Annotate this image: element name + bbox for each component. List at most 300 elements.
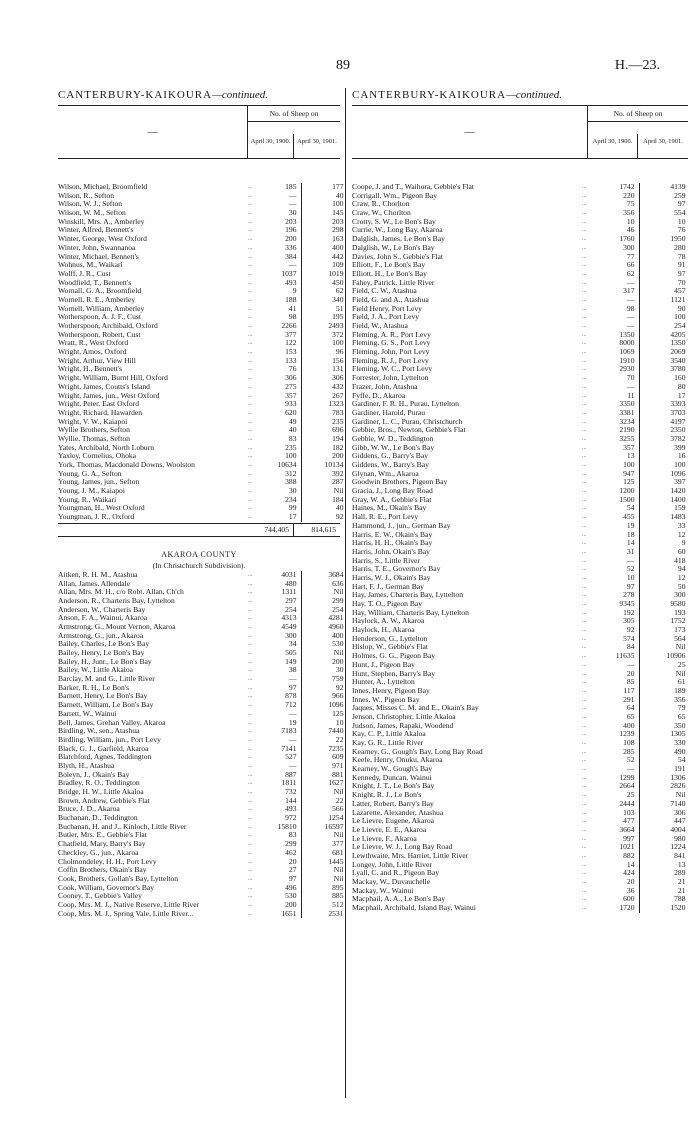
owner-name: Hunter, A., Lyttelton [352,677,415,687]
sheep-1900: 377 [256,331,302,340]
total-1900: 744,405 [248,524,294,536]
owner-name: Le Lievre, E. E., Akaroa [352,824,427,834]
leader-dots: ... [248,470,253,477]
owner-name: Innes, W., Pigeon Bay [352,694,420,704]
leader-dots: ... [582,444,587,451]
leader-dots: ... [582,627,587,634]
sheep-1900: 31 [590,548,640,557]
sheep-1901: 1096 [670,468,686,478]
table-row [58,512,344,522]
sheep-1900: 2190 [590,426,640,435]
owner-name: Le Lievre, Eugene, Akaroa [352,816,435,826]
sheep-1901: 62 [335,286,344,296]
leader-dots: ... [582,314,587,321]
sheep-1901: 91 [677,260,686,270]
sheep-1901: 254 [674,321,686,330]
leader-dots: ... [248,236,253,243]
sheep-1900: 27 [256,866,302,875]
owner-name: Hart, F. J., German Bay [352,581,424,591]
leader-dots: ... [582,296,587,303]
sheep-1901: 2069 [670,347,686,357]
sheep-1901: 895 [332,882,344,892]
leader-dots: ... [582,844,587,851]
owner-name: Wright, Richard, Hawarden [58,407,143,417]
owner-name: Wornell, William, Amberley [58,303,145,313]
owner-name: Field, W., Atashua [352,321,408,330]
leader-dots: ... [248,736,253,743]
sheep-1901: 377 [332,839,344,849]
owner-name: Wohnus, M., Waikari [58,260,123,270]
leader-dots: ... [582,852,587,859]
sheep-1900: 1311 [256,588,302,597]
sheep-1900: 317 [590,287,640,296]
leader-dots: ... [582,548,587,555]
leader-dots: ... [582,566,587,573]
owner-name: Gebbie, Bros., Newton, Gebbie's Flat [352,425,466,435]
sheep-1901: 79 [677,703,686,713]
leader-dots: ... [582,670,587,677]
sheep-1901: 21 [677,877,686,886]
leader-dots: ... [248,858,253,865]
owner-name: Winter, Michael, Bennett's [58,251,139,261]
owner-name: Woodfield, T., Bennett's [58,277,132,287]
leader-dots: ... [248,901,253,908]
sheep-1901: 372 [332,329,344,339]
leader-dots: ... [582,896,587,903]
leader-dots: ... [248,867,253,874]
sheep-1901: 4205 [670,329,686,339]
owner-name: Anderson, R., Charteris Bay, Lyttelton [58,595,175,605]
sheep-1900: 25 [590,791,640,800]
leader-dots: ... [582,496,587,503]
sheep-1901: 160 [674,373,686,383]
owner-name: Fleming, A. R., Port Levy [352,329,431,339]
leader-dots: ... [582,696,587,703]
sheep-1901: 195 [332,312,344,322]
owner-name: Giddens, W., Barry's Bay [352,460,429,469]
leader-dots: ... [582,514,587,521]
sheep-1901: 299 [332,595,344,605]
leader-dots: ... [582,288,587,295]
leader-dots: ... [582,557,587,564]
sheep-1901: 159 [674,503,686,513]
owner-name: Blatchford, Agnes, Teddington [58,752,152,762]
sheep-1900: 18 [590,531,640,540]
leader-dots: ... [582,184,587,190]
leader-dots: ... [248,797,253,804]
leader-dots: ... [248,331,253,338]
leader-dots: ... [248,435,253,442]
sheep-1901: 10906 [666,651,686,661]
leader-dots: ... [248,375,253,382]
owner-name: Cooney, T., Gebbie's Valley [58,891,142,901]
leader-dots: ... [582,305,587,312]
leader-dots: ... [582,618,587,625]
sheep-1901: 432 [332,381,344,391]
sheep-1900: 496 [256,884,302,893]
sheep-1901: 783 [332,407,344,417]
sheep-1901: 696 [332,425,344,435]
sheep-1900: 100 [256,452,302,461]
leader-dots: ... [248,571,253,578]
sheep-1900: 2444 [590,800,640,809]
owner-name: Cholmondeley, H. H., Port Levy [58,856,157,866]
leader-dots: ... [582,357,587,364]
leader-dots: ... [582,713,587,720]
owner-name: Wright, Arthur, View Hill [58,355,136,365]
sheep-1901: 21 [677,885,686,895]
owner-name: Craw, R., Chorlton [352,199,410,209]
sheep-1900: 11635 [590,652,640,661]
sheep-1900: 493 [256,279,302,288]
sheep-1901: 259 [674,190,686,200]
sheep-1900: 2664 [590,782,640,791]
header-sheep: No. of Sheep on [588,106,688,122]
owner-name: Wilson, W. J., Sefton [58,199,123,209]
owner-name: Harris, S., Little River [352,555,420,565]
sheep-1900: 462 [256,849,302,858]
owner-name: Lyall, C. and R., Pigeon Bay [352,868,440,878]
leader-dots: ... [582,470,587,477]
sheep-1901: 1096 [328,700,344,710]
sheep-1901: 980 [674,833,686,843]
sheep-1900: 933 [256,400,302,409]
sheep-1900: 1760 [590,235,640,244]
owner-name: Hunt, J., Pigeon Bay [352,659,415,669]
sheep-1900: 52 [590,565,640,574]
owner-name: Boleyn, J., Okain's Bay [58,769,130,779]
header-dash: — [352,106,588,158]
owner-name: Yates, Archibald, North Loburn [58,442,155,452]
table-row [58,908,344,919]
sheep-1900: — [590,765,640,774]
sheep-1900: 3255 [590,435,640,444]
leader-dots: ... [248,710,253,717]
sheep-1900: 620 [256,409,302,418]
sheep-1900: 19 [256,719,302,728]
sheep-1900: 200 [256,901,302,910]
sheep-1901: Nil [333,787,344,796]
owner-name: Barclay, M. and G., Little River [58,674,155,684]
sheep-1901: 97 [677,268,686,278]
sheep-1900: 947 [590,470,640,479]
sheep-1901: 356 [674,694,686,704]
sheep-1901: 564 [674,633,686,643]
owner-name: Corrigall, Wm., Pigeon Bay [352,190,438,200]
sheep-1901: 450 [332,277,344,287]
sheep-1901: 788 [674,894,686,904]
owner-name: Young, R., Waikari [58,494,117,504]
sheep-1901: 4281 [328,613,344,623]
leader-dots: ... [248,641,253,648]
sheep-1900: 1037 [256,270,302,279]
sheep-1900: 97 [590,583,640,592]
sheep-1900: 203 [256,218,302,227]
sheep-1901: 60 [677,546,686,556]
owner-name: Glynan, Wm., Akaroa [352,468,419,478]
owner-name: Field Henry, Port Levy [352,303,422,313]
sheep-1900: 117 [590,687,640,696]
sheep-1901: 1445 [328,856,344,866]
sheep-1900: 7183 [256,727,302,736]
sheep-1901: 1305 [670,729,686,739]
sheep-1901: 3782 [670,433,686,443]
leader-dots: ... [582,574,587,581]
left-column [58,88,344,918]
sheep-1900: 493 [256,805,302,814]
leader-dots: ... [248,279,253,286]
leader-dots: ... [582,227,587,234]
sheep-1901: 80 [677,381,686,391]
sheep-1901: 12 [677,529,686,539]
owner-name: Davies, John S., Gebbie's Flat [352,251,444,261]
owner-name: Mackay, W., Wainui [352,885,414,895]
owner-name: York, Thomas, Macdonald Downs, Woolston [58,460,195,469]
sheep-1901: 109 [332,260,344,270]
owner-name: Yaxley, Cornelius, Ohoka [58,451,137,461]
sheep-1901: 100 [674,312,686,322]
sheep-1900: 357 [256,392,302,401]
sheep-1901: 2493 [328,321,344,330]
owner-name: Anson, F. A., Wainui, Akaroa [58,613,148,623]
owner-name: Bailey, Charles, Le Bon's Bay [58,639,150,649]
leader-dots: ... [582,279,587,286]
sheep-1901: 298 [332,225,344,235]
sheep-1901: Nil [333,873,344,883]
sheep-1900: — [256,261,302,270]
sheep-1900: 14 [590,861,640,870]
leader-dots: ... [248,210,253,217]
leader-dots: ... [248,323,253,329]
leader-dots: ... [248,650,253,656]
sheep-1900: 46 [590,226,640,235]
sheep-1901: 50 [677,581,686,591]
sheep-1900: 388 [256,478,302,487]
sheep-1900: 3664 [590,826,640,835]
header-dash: — [58,106,248,158]
leader-dots: ... [248,615,253,622]
leader-dots: ... [248,418,253,425]
sheep-1900: 3234 [590,418,640,427]
sheep-1901: 94 [677,564,686,574]
sheep-1900: 34 [256,640,302,649]
leader-dots: ... [248,910,253,917]
sheep-1901: 447 [674,816,686,826]
sheep-1900: 285 [590,748,640,757]
leader-dots: ... [248,606,253,613]
owner-name: Haylock, H., Akaroa [352,625,415,635]
owner-name: Winter, George, West Oxford [58,234,147,244]
sheep-1901: 1520 [670,903,686,913]
leader-dots: ... [248,262,253,269]
owner-name: Harris, John, Okain's Bay [352,546,430,556]
leader-dots: ... [582,818,587,825]
owner-name: Field, J. A., Port Levy [352,312,420,322]
owner-name: Gardiner, F. R. H., Purau, Lyttelton [352,399,459,409]
owner-name: Birdling, W., sen., Atashua [58,726,140,736]
leader-dots: ... [248,875,253,882]
owner-name: Harris, W. J., Okain's Bay [352,572,431,582]
owner-name: Wotherspoon, Robert, Cust [58,329,141,339]
owner-name: Barnett, Henry, Le Bon's Bay [58,691,148,701]
sheep-1901: 200 [332,451,344,461]
sheep-1900: 1069 [590,348,640,357]
sheep-1900: 882 [590,852,640,861]
leader-dots: ... [582,540,587,547]
sheep-1901: 78 [677,251,686,261]
owner-name: Lazarette, Alexander, Atashua [352,807,444,817]
owner-name: Wright, James, Coutts's Island [58,381,150,391]
leader-dots: ... [248,505,253,512]
sheep-1900: — [256,675,302,684]
owner-name: Haines, M., Okain's Bay [352,503,427,513]
table-body [58,159,344,522]
sheep-1901: 340 [332,294,344,304]
owner-name: Young, J. M., Kaiapoi [58,486,125,496]
sheep-1900: 40 [256,426,302,435]
sheep-1901: 16 [677,451,686,461]
owner-name: Aitken, R. H. M., Atashua [58,569,138,579]
leader-dots: ... [248,823,253,830]
owner-name: Armstrong, G., Mount Vernon, Akaroa [58,621,176,631]
leader-dots: ... [248,305,253,312]
sheep-1901: 636 [332,578,344,588]
leader-dots: ... [248,201,253,208]
owner-name: Bailey, W., Little Akaloa [58,665,134,675]
owner-name: Wolff, J. R., Cust [58,268,111,278]
sheep-1901: Nil [333,587,344,597]
sheep-1901: 3684 [328,569,344,579]
leader-dots: ... [248,893,253,900]
sheep-1901: 92 [335,512,344,522]
sheep-1901: 65 [677,711,686,721]
sheep-1901: 512 [332,899,344,909]
sheep-1901: 100 [674,460,686,469]
sheep-1901: 4004 [670,824,686,834]
table-header [58,105,340,159]
sheep-1900: 92 [590,626,640,635]
owner-name: Anderson, W., Charteris Bay [58,604,146,614]
sheep-1900: 54 [590,504,640,513]
sheep-1901: 289 [674,868,686,878]
leader-dots: ... [582,218,587,225]
sheep-1900: 64 [590,704,640,713]
sheep-1901: 1254 [328,813,344,823]
table-row [352,904,688,913]
owner-name: Barker, R. H., Le Bon's [58,682,130,692]
sheep-1901: 10 [677,216,686,226]
owner-name: Hay, James, Charteris Bay, Lyttelton [352,590,463,600]
owner-name: Kay, C. P., Little Akaloa [352,729,426,739]
leader-dots: ... [582,661,587,668]
leader-dots: ... [248,444,253,451]
owner-name: Kay, G. R., Little River [352,738,424,747]
leader-dots: ... [248,227,253,234]
sheep-1900: 336 [256,244,302,253]
page-number: 89 [336,58,350,73]
sheep-1900: 49 [256,418,302,427]
header-sheep: No. of Sheep on [248,106,340,122]
sheep-1900: 3350 [590,400,640,409]
sheep-1900: 125 [590,478,640,487]
leader-dots: ... [582,826,587,833]
leader-dots: ... [582,201,587,208]
owner-name: Wilson, Michael, Broomfield [58,182,148,191]
sheep-1901: 194 [332,433,344,443]
sheep-1901: 76 [677,225,686,235]
leader-dots: ... [248,849,253,856]
sheep-1901: 1483 [670,512,686,522]
sheep-1901: 442 [332,251,344,261]
sheep-1901: 40 [335,190,344,200]
sheep-1900: 200 [256,235,302,244]
sheep-1900: 77 [590,253,640,262]
leader-dots: ... [248,383,253,390]
sheep-1901: 490 [674,746,686,756]
owner-name: Forrester, John, Lyttelton [352,373,429,383]
leader-dots: ... [582,687,587,694]
owner-name: Hammond, J., jun., German Bay [352,520,451,530]
sheep-1901: 3540 [670,355,686,365]
sheep-1900: — [590,383,640,392]
leader-dots: ... [248,623,253,630]
sheep-1900: 19 [590,522,640,531]
sheep-1901: 966 [332,691,344,701]
leader-dots: ... [248,780,253,787]
owner-name: Blyth, H., Atashua [58,760,115,770]
sheep-1901: 200 [332,656,344,666]
owner-name: Bailey, Henry, Le Bon's Bay [58,648,145,657]
sheep-1900: 7141 [256,745,302,754]
owner-name: Cook, William, Governor's Bay [58,882,155,892]
sheep-1900: 188 [256,296,302,305]
sheep-1900: 76 [256,365,302,374]
sheep-1900: 13 [590,452,640,461]
leader-dots: ... [582,383,587,390]
sheep-1901: 1420 [670,486,686,496]
leader-dots: ... [582,800,587,807]
sheep-1900: 100 [590,461,640,470]
sheep-1900: 357 [590,444,640,453]
owner-name: Young, G. A., Sefton [58,468,122,478]
sheep-1900: 103 [590,809,640,818]
sheep-1901: 1350 [670,338,686,348]
leader-dots: ... [248,453,253,460]
leader-dots: ... [582,835,587,842]
leader-dots: ... [582,757,587,764]
sheep-1901: 125 [332,708,344,718]
sheep-1900: 108 [590,739,640,748]
owner-name: Wornell, R. E., Amberley [58,294,136,304]
leader-dots: ... [248,357,253,364]
sheep-1901: Nil [333,830,344,840]
owner-name: Gardiner, Harold, Purau [352,407,426,417]
sheep-1901: 2350 [670,425,686,435]
owner-name: Gracia, J., Long Bay Road [352,486,433,496]
leader-dots: ... [248,192,253,199]
sheep-1900: — [256,762,302,771]
leader-dots: ... [248,401,253,408]
leader-dots: ... [248,728,253,735]
sheep-1900: 192 [590,609,640,618]
sheep-1901: 306 [674,807,686,817]
owner-name: Henderson, G., Lyttelton [352,633,428,643]
leader-dots: ... [582,244,587,251]
sheep-1900: 15810 [256,823,302,832]
owner-name: Hay, T. O., Pigeon Bay [352,599,423,608]
sheep-1900: 400 [590,722,640,731]
owner-name: Winskill, Mrs. A., Amberley [58,216,145,226]
